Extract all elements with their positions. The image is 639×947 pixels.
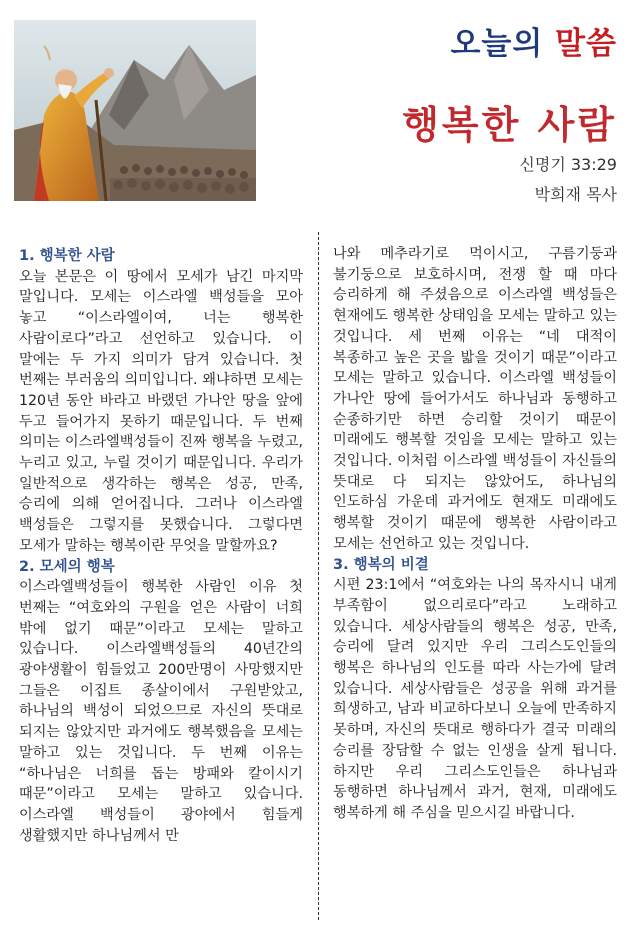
brand-title xyxy=(450,18,617,63)
column-divider xyxy=(318,232,319,920)
section-3-heading: 3. 행복의 비결 xyxy=(333,556,429,573)
section-1-body: 오늘 본문은 이 땅에서 모세가 남긴 마지막 말입니다. 모세는 이스라엘 백성들을 모아 놓고 “이스라엘이여, 너는 행복한 사람이로다”라고 선언하고 있습니다. 이 말에는 두 가지 의미가 담겨 있습니다. 첫 번째는 부러움의 의미입니다. 왜냐하면 모세는 120년 동안 바라고 바랬던 가나안 땅을 앞에 두고 들어가지 못하기 때문입니다. 두 번째 의미는 이스라엘백성들이 진짜 행복을 누렸고, 누리고 있고, 누릴 것이기 때문입니다. 우리가 일반적으로 생각하는 행복은 성공, 만족, 승리에 의해 얻어집니다. 그러나 이스라엘 백성들은 그렇지를 못했습니다. 그렇다면 모세가 말하는 행복이란 무엇을 말할까요? xyxy=(19,268,303,554)
sermon-title: 행복한 사람 xyxy=(402,102,617,147)
section-2-body-continued: 나와 메추라기로 먹이시고, 구름기둥과 불기둥으로 보호하시며, 전쟁 할 때 마다 승리하게 해 주셨음으로 이스라엘 백성들은 현재에도 행복한 상태임을 모세는 말하고 있는 것입니다. 세 번째 이유는 “네 대적이 복종하고 높은 곳을 밟을 것이기 때문”이라고 모세는 말하고 있습니다. 이스라엘 백성들이 가나안 땅에 들어가서도 하나님과 동행하고 순종하기만 하면 승리할 것이기 때문이 미래에도 행복할 것임을 모세는 말하고 있는 것입니다. 이처럼 이스라엘 백성들이 자신들의 뜻대로 다 되지는 않았어도, 하나님의 인도하심 가운데 과거에도 현재도 미래에도 행복할 것이기 때문에 행복한 사람이라고 모세는 선언하고 있는 것입니다. xyxy=(333,246,617,552)
brand-part2: 말씀 xyxy=(555,26,617,62)
section-2-body: 이스라엘백성들이 행복한 사람인 이유 첫 번째는 “여호와의 구원을 얻은 사람이 너희 밖에 없기 때문”이라고 모세는 말하고 있습니다. 이스라엘백성들의 40년간의 광야생활이 힘들었고 200만명이 사망했지만 그들은 이집트 종살이에서 구원받았고, 하나님의 백성이 되었으므로 자신의 뜻대로 되지는 않았지만 과거에도 행복했음을 모세는 말하고 있는 것입니다. 두 번째 이유는 “하나님은 너희를 돕는 방패와 칼이시기 때문”이라고 모세는 말하고 있습니다. 이스라엘 백성들이 광야에서 힘들게 생활했지만 하나님께서 만 xyxy=(19,579,303,844)
brand-part1: 오늘의 xyxy=(450,26,544,62)
moses-painting xyxy=(14,20,256,201)
section-3-body: 시편 23:1에서 “여호와는 나의 목자시니 내게 부족함이 없으리로다”라고 노래하고 있습니다. 세상사람들의 행복은 성공, 만족, 승리에 달려 있지만 우리 그리스도인들의 행복은 하나님의 인도를 따라 사는가에 달려 있습니다. 세상사람들은 성공을 위해 과거를 희생하고, 남과 비교하다보니 오늘에 만족하지 못하며, 자신의 뜻대로 행하다가 결국 미래의 승리를 장담할 수 없는 인생을 살게 됩니다. 하지만 우리 그리스도인들은 하나님과 동행하면 하나님께서 과거, 현재, 미래에도 행복하게 해 주심을 믿으시길 바랍니다. xyxy=(333,577,617,821)
scripture-reference: 신명기 33:29 xyxy=(519,155,617,174)
right-column xyxy=(333,244,617,824)
left-column xyxy=(19,246,303,846)
author-name: 박희재 목사 xyxy=(534,185,617,204)
section-2-heading: 2. 모세의 행복 xyxy=(19,558,115,575)
section-1-heading: 1. 행복한 사람 xyxy=(19,248,115,264)
